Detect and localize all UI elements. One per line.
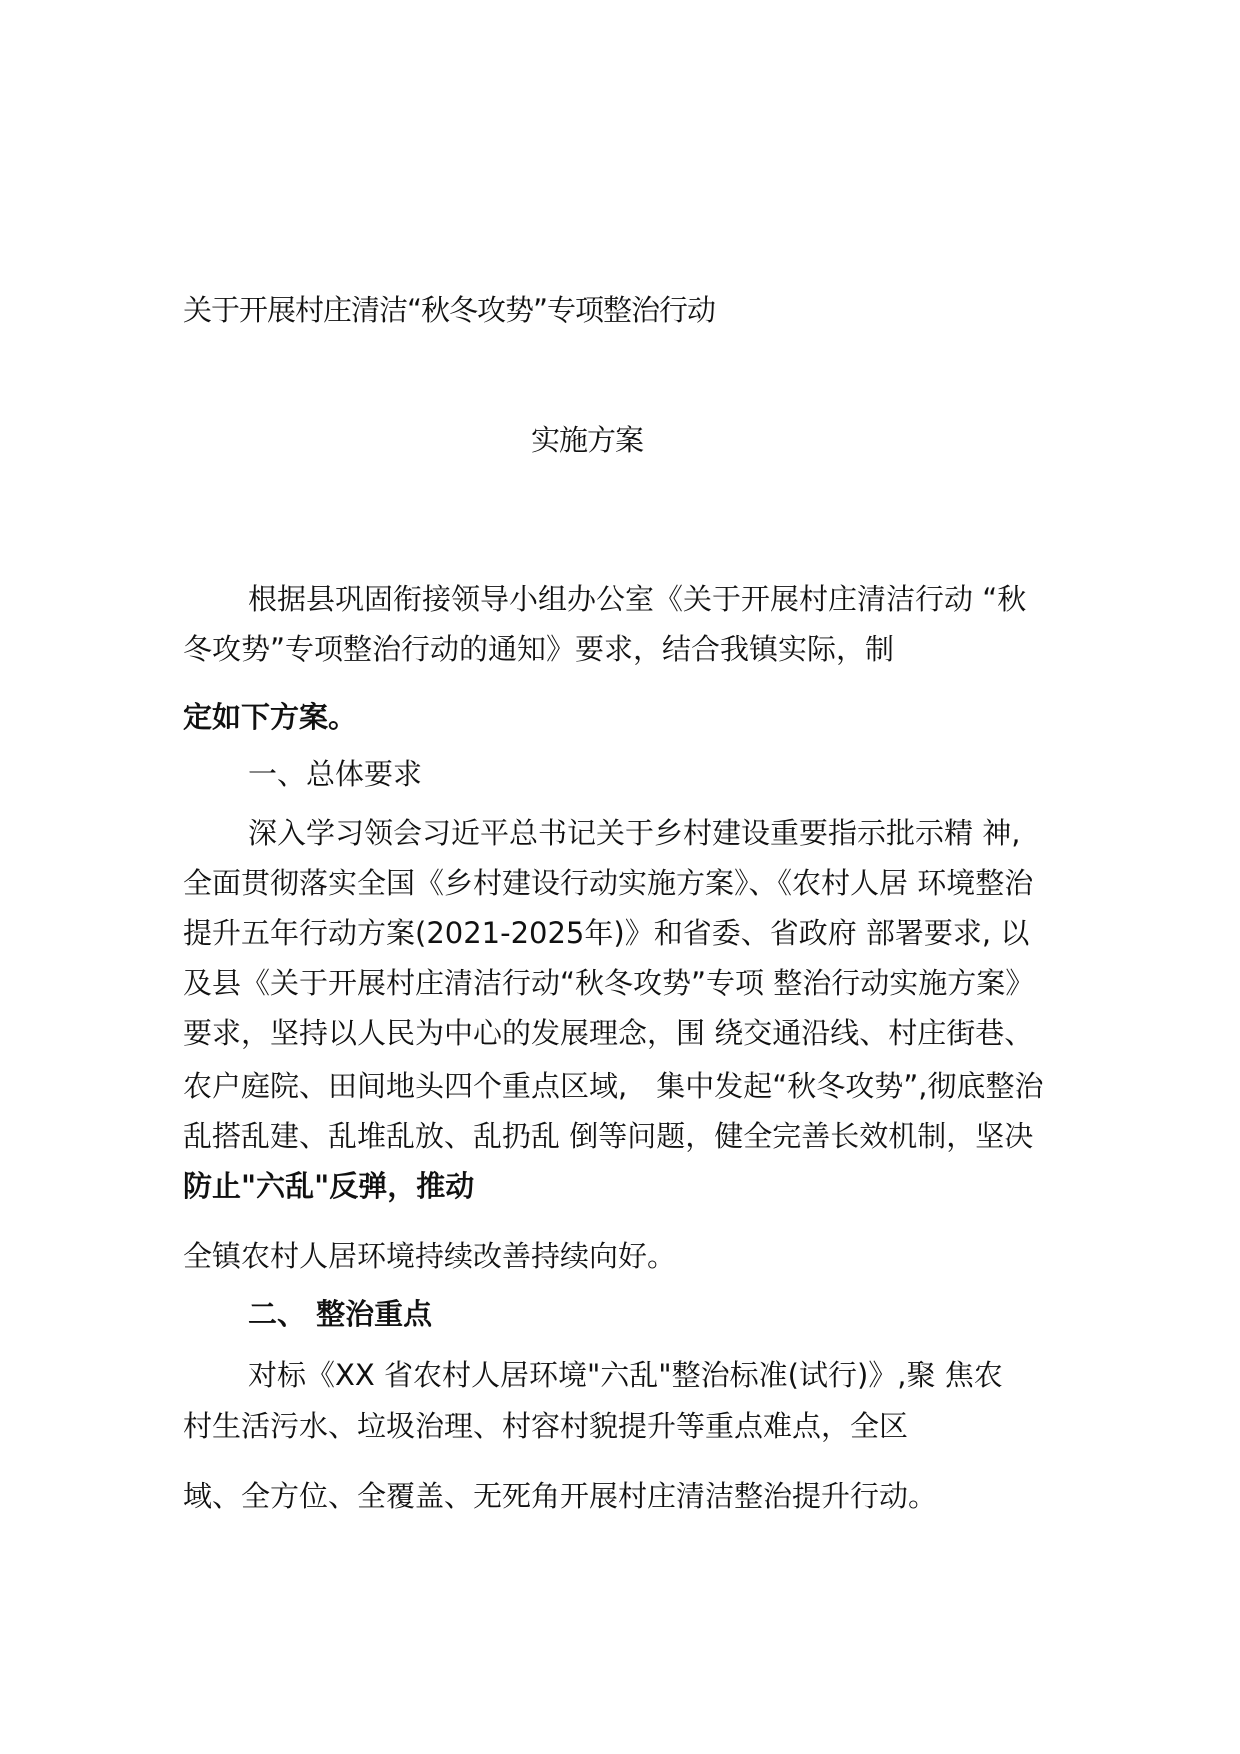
section1-heading: 一、总体要求 (248, 757, 423, 791)
intro-line-2: 冬攻势”专项整治行动的通知》要求，结合我镇实际，制 (183, 632, 895, 666)
section1-line-1: 深入学习领会习近平总书记关于乡村建设重要指示批示精 神, (248, 816, 1021, 850)
section1-line-4: 及县《关于开展村庄清洁行动“秋冬攻势”专项 整治行动实施方案》 (183, 966, 1035, 1000)
section1-line-3: 提升五年行动方案(2021-2025年)》和省委、省政府 部署要求, 以 (183, 916, 1030, 950)
section1-line-9: 全镇农村人居环境持续改善持续向好。 (183, 1239, 677, 1273)
intro-line-1: 根据县巩固衔接领导小组办公室《关于开展村庄清洁行动 “秋 (248, 582, 1027, 616)
section1-line-7: 乱搭乱建、乱堆乱放、乱扔乱 倒等问题，健全完善长效机制，坚决 (183, 1119, 1034, 1153)
section1-line-6: 农户庭院、田间地头四个重点区域, 集中发起“秋冬攻势”,彻底整治 (183, 1069, 1044, 1103)
section1-line-8: 防止"六乱"反弹，推动 (183, 1169, 475, 1203)
section2-line-1: 对标《XX 省农村人居环境"六乱"整治标准(试行)》,聚 焦农 (248, 1358, 1003, 1392)
section2-heading: 二、 整治重点 (248, 1297, 433, 1331)
document-title-line1: 关于开展村庄清洁“秋冬攻势”专项整治行动 (183, 293, 716, 327)
intro-line-3: 定如下方案。 (183, 700, 358, 734)
document-title-line2: 实施方案 (531, 423, 644, 457)
section2-line-2: 村生活污水、垃圾治理、村容村貌提升等重点难点，全区 (183, 1409, 909, 1443)
section1-line-5: 要求，坚持以人民为中心的发展理念，围 绕交通沿线、村庄街巷、 (183, 1016, 1034, 1050)
section2-line-3: 域、全方位、全覆盖、无死角开展村庄清洁整治提升行动。 (183, 1479, 938, 1513)
section1-line-2: 全面贯彻落实全国《乡村建设行动实施方案》、《农村人居 环境整治 (183, 866, 1034, 900)
